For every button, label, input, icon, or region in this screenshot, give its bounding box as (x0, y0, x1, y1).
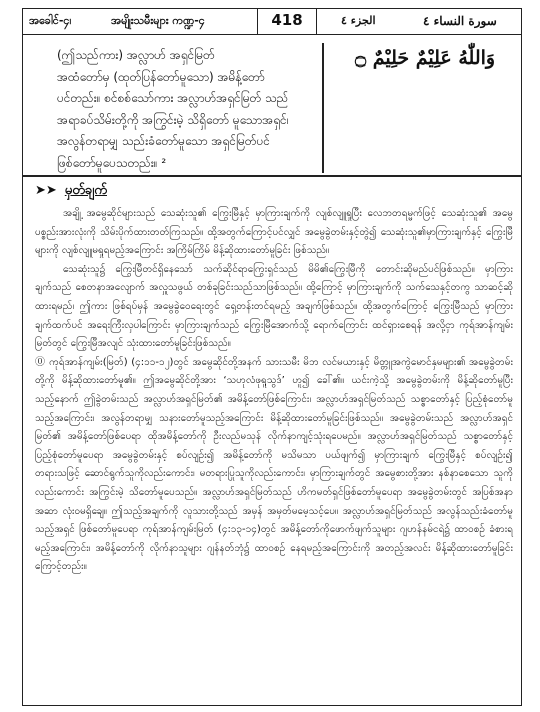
page-frame (22, 8, 522, 706)
translation-line: အလွန်တရာမျှ သည်းခံတော်မူသော အရှင်မြတ်ပင် (57, 134, 271, 148)
translation-block (57, 45, 315, 174)
translation-line: အထံတော်မှ (ထုတ်ပြန်တော်မူသော) အမိန့်တော် (57, 69, 265, 84)
header-juz: الجزء ٤ (341, 14, 376, 27)
page-number: 418 (257, 8, 317, 34)
translation-line: (ဤသည်ကား) အလ္လာဟ် အရှင်မြတ် (57, 48, 215, 62)
commentary-paragraph: သေဆုံးသူ၌ ကြွေးမြီတင်ရှိနေသော် သက်ဆိုင်ရာကြွေးရှင်သည် မိမိ၏ကြွေးမြီကို တောင်းဆိုမည်ပင်ဖြစ်သည်။ မှာကြားချက်သည် စေတနာအလျောက် အလှူသဖွယ် တစ်ခုခြင်းသည်သာဖြစ်သည်။ ထို့ကြောင့် မှာကြားချက်ကို သက်သေနှင့်တကွ သာဆင့်ဆိုထားရမည်၊ ဤကား ဖြစ်ရပ်မှန် အမွေခွဲဝေရေးတွင် ရှေ့တန်းတင်ရမည့် အချက်ဖြစ်သည်။ ထို့အတွက်ကြောင့် ကြွေးမြီသည် မှာကြား ချက်ထက်ပင် အရေးကြီးလှပါကြောင်း မှာကြားချက်သည် ကြွေးမြီအောက်သို့ ရောက်ကြောင်း ထင်ရှားစေရန် အလို့ငှာ ကုရ်အာန်ကျမ်းမြတ်တွင် ကြွေးမြီအလျင် သုံးထားတော်မူခြင်းဖြစ်သည်။ (35, 263, 513, 350)
column-divider (322, 43, 324, 173)
running-header (23, 9, 521, 35)
commentary-body (35, 205, 513, 577)
header-part: အမျိုးသမီးများ ကဏ္ဍ-၄ (111, 14, 205, 27)
translation-line: ပင်တည်း။ စင်စစ်သော်ကား အလ္လာဟ်အရှင်မြတ် သည် (57, 91, 289, 105)
arabic-verse: وَاللّٰهُ عَلِيْمٌ حَلِيْمٌ ۝ (354, 47, 496, 69)
header-surah: سورة النساء ٤ (423, 14, 497, 28)
translation-line: ဖြစ်တော်မူပေသတည်း။ ² (57, 155, 167, 170)
commentary-paragraph: ⓪ ကုရ်အာန်ကျမ်း(မြတ်) (၄:၁၁-၁၂)တွင် အမွေဆိုင်တို့အနက် သားသမီး မိဘ လင်မယားနှင့် မိတ္တူအကွဲမောင်နှမများ၏ အမွေခွဲတမ်းတို့ကို မိန့်ဆိုထားတော်မူ၏။ ဤအမွေဆိုင်တို့အား ‘သဟုလံဖုရူသွဒ်’ ဟူ၍ ခေါ်၏။ ယင်းကဲ့သို့ အမွေခွဲတမ်းကို မိန့်ဆိုတော်မူပြီးသည့်နောက် ဤခွဲတမ်းသည် အလ္လာဟ်အရှင်မြတ်၏ အမိန့်တော်ဖြစ်ကြောင်း၊ အလ္လာဟ်အရှင်မြတ်သည် သစ္စာတော်နှင့် ပြည့်စုံတော်မူသည့်အကြောင်း၊ အလွန်တရာမျှ သနားတော်မူသည့်အကြောင်း မိန့်ဆိုထားတော်မူခြင်းဖြစ်သည်။ အမွေခွဲတမ်းသည် အလ္လာဟ်အရှင်မြတ်၏ အမိန့်တော်ဖြစ်ပေရာ ထိုအမိန့်တော်ကို ဦးလည်မသုန် လိုက်နာကျင့်သုံးရပေမည်။ အလ္လာဟ်အရှင်မြတ်သည် သစ္စာတော်နှင့်ပြည့်စုံတော်မူပေရာ အမွေခွဲတမ်းနှင့် စပ်လျဉ်း၍ အမိန့်တော်ကို မသိမသာ ပယ်ဖျက်၍ မှာကြားချက် ကြွေးမြီနှင့် စပ်လျဉ်း၍ တရားသဖြင့် ဆောင်ရွက်သူကိုလည်းကောင်း၊ မတရားပြုသူကိုလည်းကောင်း၊ မှာကြားချက်တွင် အမွေစားတို့အား နစ်နာစေသော သူကိုလည်းကောင်း အကြွင်းမဲ့ သိတော်မူပေသည်။ အလ္လာဟ်အရှင်မြတ်သည် ဟိကမတ်ရှင်ဖြစ်တော်မူပေရာ အမွေခွဲတမ်းတွင် အပြစ်အနာအဆာ လုံးဝမရှိချေ။ ဤသည့်အချက်ကို လူသားတို့သည် အမှန် အမှတ်မမေ့သင့်ပေ။ အလ္လာဟ်အရှင်မြတ်သည် အလွန်သည်းခံတော်မူသည့်အရှင် ဖြစ်တော်မူပေရာ ကုရ်အာန်ကျမ်းမြတ် (၄:၁၃-၁၄)တွင် အမိန့်တော်ကိုဖောက်ဖျက်သူများ ဂျဟန်နမ်ငရဲ၌ ထာဝစဉ် ခံစားရမည့်အကြောင်း၊ အမိန့်တော်ကို လိုက်နာသူများ ဂျန်နတ်ဘုံ၌ ထာဝစဉ် နေရမည့်အကြောင်းကို အတည့်အလင်း မိန့်ဆိုထားတော်မူခြင်းကြောင့်တည်း။ (35, 356, 513, 573)
header-chapter: အခေါင်-၄၊ (29, 14, 72, 27)
section-heading (35, 182, 513, 201)
section-divider (23, 175, 521, 177)
section-title: မှတ်ချက် (64, 183, 107, 198)
verse-block (23, 35, 521, 175)
translation-line: အရာခပ်သိမ်းတို့ကို အကြွင်းမဲ့ သိရှိတော် မူသောအရှင်၊ (57, 112, 289, 127)
double-arrow-icon: ➤➤ (35, 183, 57, 198)
commentary-paragraph: အချို့ အမွေဆိုင်များသည် သေဆုံးသူ၏ ကြွေးမြီနှင့် မှာကြားချက်ကို လျစ်လျူရှုပြီး လေဘတရမ္မက်ဖြင့် သေဆုံးသူ၏ အမွေပစ္စည်းအားလုံးကို သိမ်းပိုက်ထားတတ်ကြသည်။ ထို့အတွက်ကြောင့်ပင်လျှင် အမွေခွဲတမ်းနှင့်တွဲ၍ သေဆုံးသူ၏မှာကြားချက်နှင့် ကြွေးမြီများကို လျစ်လျူမရှုရမည့်အကြောင်း အကြိမ်ကြိမ် မိန့်ဆိုထားတော်မူခြင်း ဖြစ်သည်။ (35, 208, 513, 257)
commentary-section (35, 182, 513, 577)
